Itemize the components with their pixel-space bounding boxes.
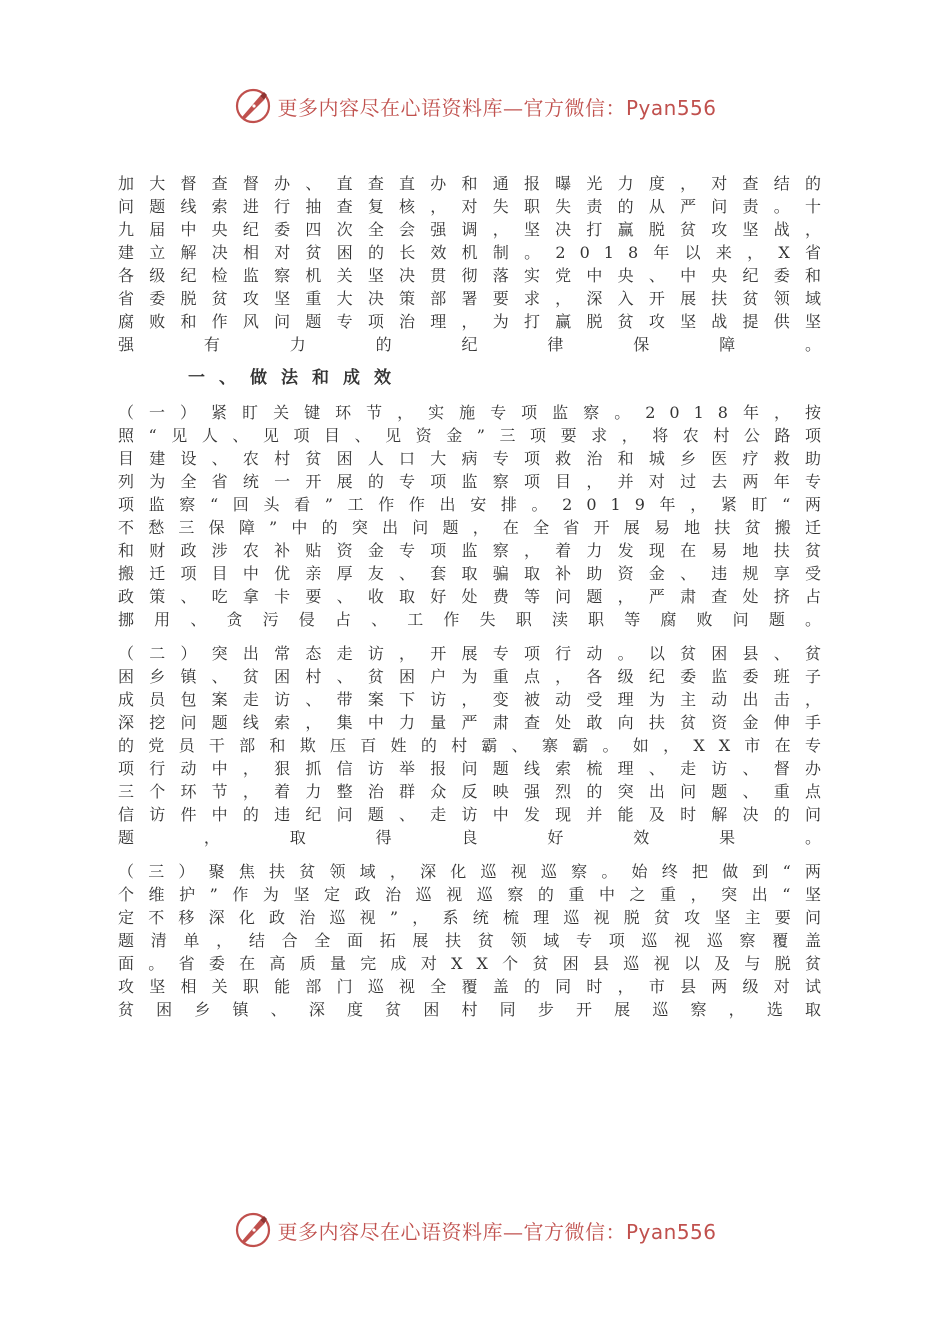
watermark-text: 更多内容尽在心语资料库 [277, 95, 503, 120]
intro-paragraph: 加大督查督办、直查直办和通报曝光力度，对查结的问题线索进行抽查复核，对失职失责的从严问责。十九届中央纪委四次全会强调，坚决打赢脱贫攻坚战，建立解决相对贫困的长效机制。2018年以来，X省各级纪检监察机关坚决贯彻落实党中央、中央纪委和省委脱贫攻坚重大决策部署要求，深入开展扶贫领域腐败和作风问题专项治理，为打赢脱贫攻坚战提供坚强有力的纪律保障。 [118, 174, 835, 354]
pen-nib-icon [233, 86, 273, 126]
watermark-separator: — [502, 95, 524, 120]
section-heading: 一、做法和成效 [188, 368, 405, 388]
paragraph-3: （三）聚焦扶贫领域，深化巡视巡察。始终把做到“两个维护”作为坚定政治巡视巡察的重中之重，突出“坚定不移深化政治巡视”，系统梳理巡视脱贫攻坚主要问题清单，结合全面拓展扶贫领域专项巡视巡察覆盖面。省委在高质量完成对XX个贫困县巡视以及与脱贫攻坚相关职能部门巡视全覆盖的同时，市县两级对试贫困乡镇、深度贫困村同步开展巡察，选取 [118, 862, 835, 1019]
watermark-official-label: 官方微信： [523, 95, 626, 120]
watermark-banner-top [0, 84, 950, 128]
paragraph-1: （一）紧盯关键环节，实施专项监察。2018年，按照“见人、见项目、见资金”三项要求，将农村公路项目建设、农村贫困人口大病专项救治和城乡医疗救助列为全省统一开展的专项监察项目，并对过去两年专项监察“回头看”工作作出安排。2019年，紧盯“两不愁三保障”中的突出问题，在全省开展易地扶贫搬迁和财政涉农补贴资金专项监察，着力发现在易地扶贫搬迁项目中优亲厚友、套取骗取补助资金、违规享受政策、吃拿卡要、收取好处费等问题，严肃查处挤占挪用、贪污侵占、工作失职渎职等腐败问题。 [118, 403, 835, 629]
watermark-separator: — [502, 1219, 524, 1244]
document-body [118, 172, 835, 1032]
paragraph-2: （二）突出常态走访，开展专项行动。以贫困县、贫困乡镇、贫困村、贫困户为重点，各级纪委监委班子成员包案走访、带案下访，变被动受理为主动出击，深挖问题线索，集中力量严肃查处敢向扶贫资金伸手的党员干部和欺压百姓的村霸、寨霸。如，XX市在专项行动中，狠抓信访举报问题线索梳理、走访、督办三个环节，着力整治群众反映强烈的突出问题、重点信访件中的违纪问题、走访中发现并能及时解决的问题，取得良好效果。 [118, 644, 835, 847]
watermark-text: 更多内容尽在心语资料库 [277, 1219, 503, 1244]
watermark-official-label: 官方微信： [523, 1219, 626, 1244]
watermark-banner-bottom [0, 1208, 950, 1252]
watermark-wechat-id: Pyan556 [625, 1219, 717, 1244]
pen-nib-icon [233, 1210, 273, 1250]
watermark-wechat-id: Pyan556 [625, 95, 717, 120]
